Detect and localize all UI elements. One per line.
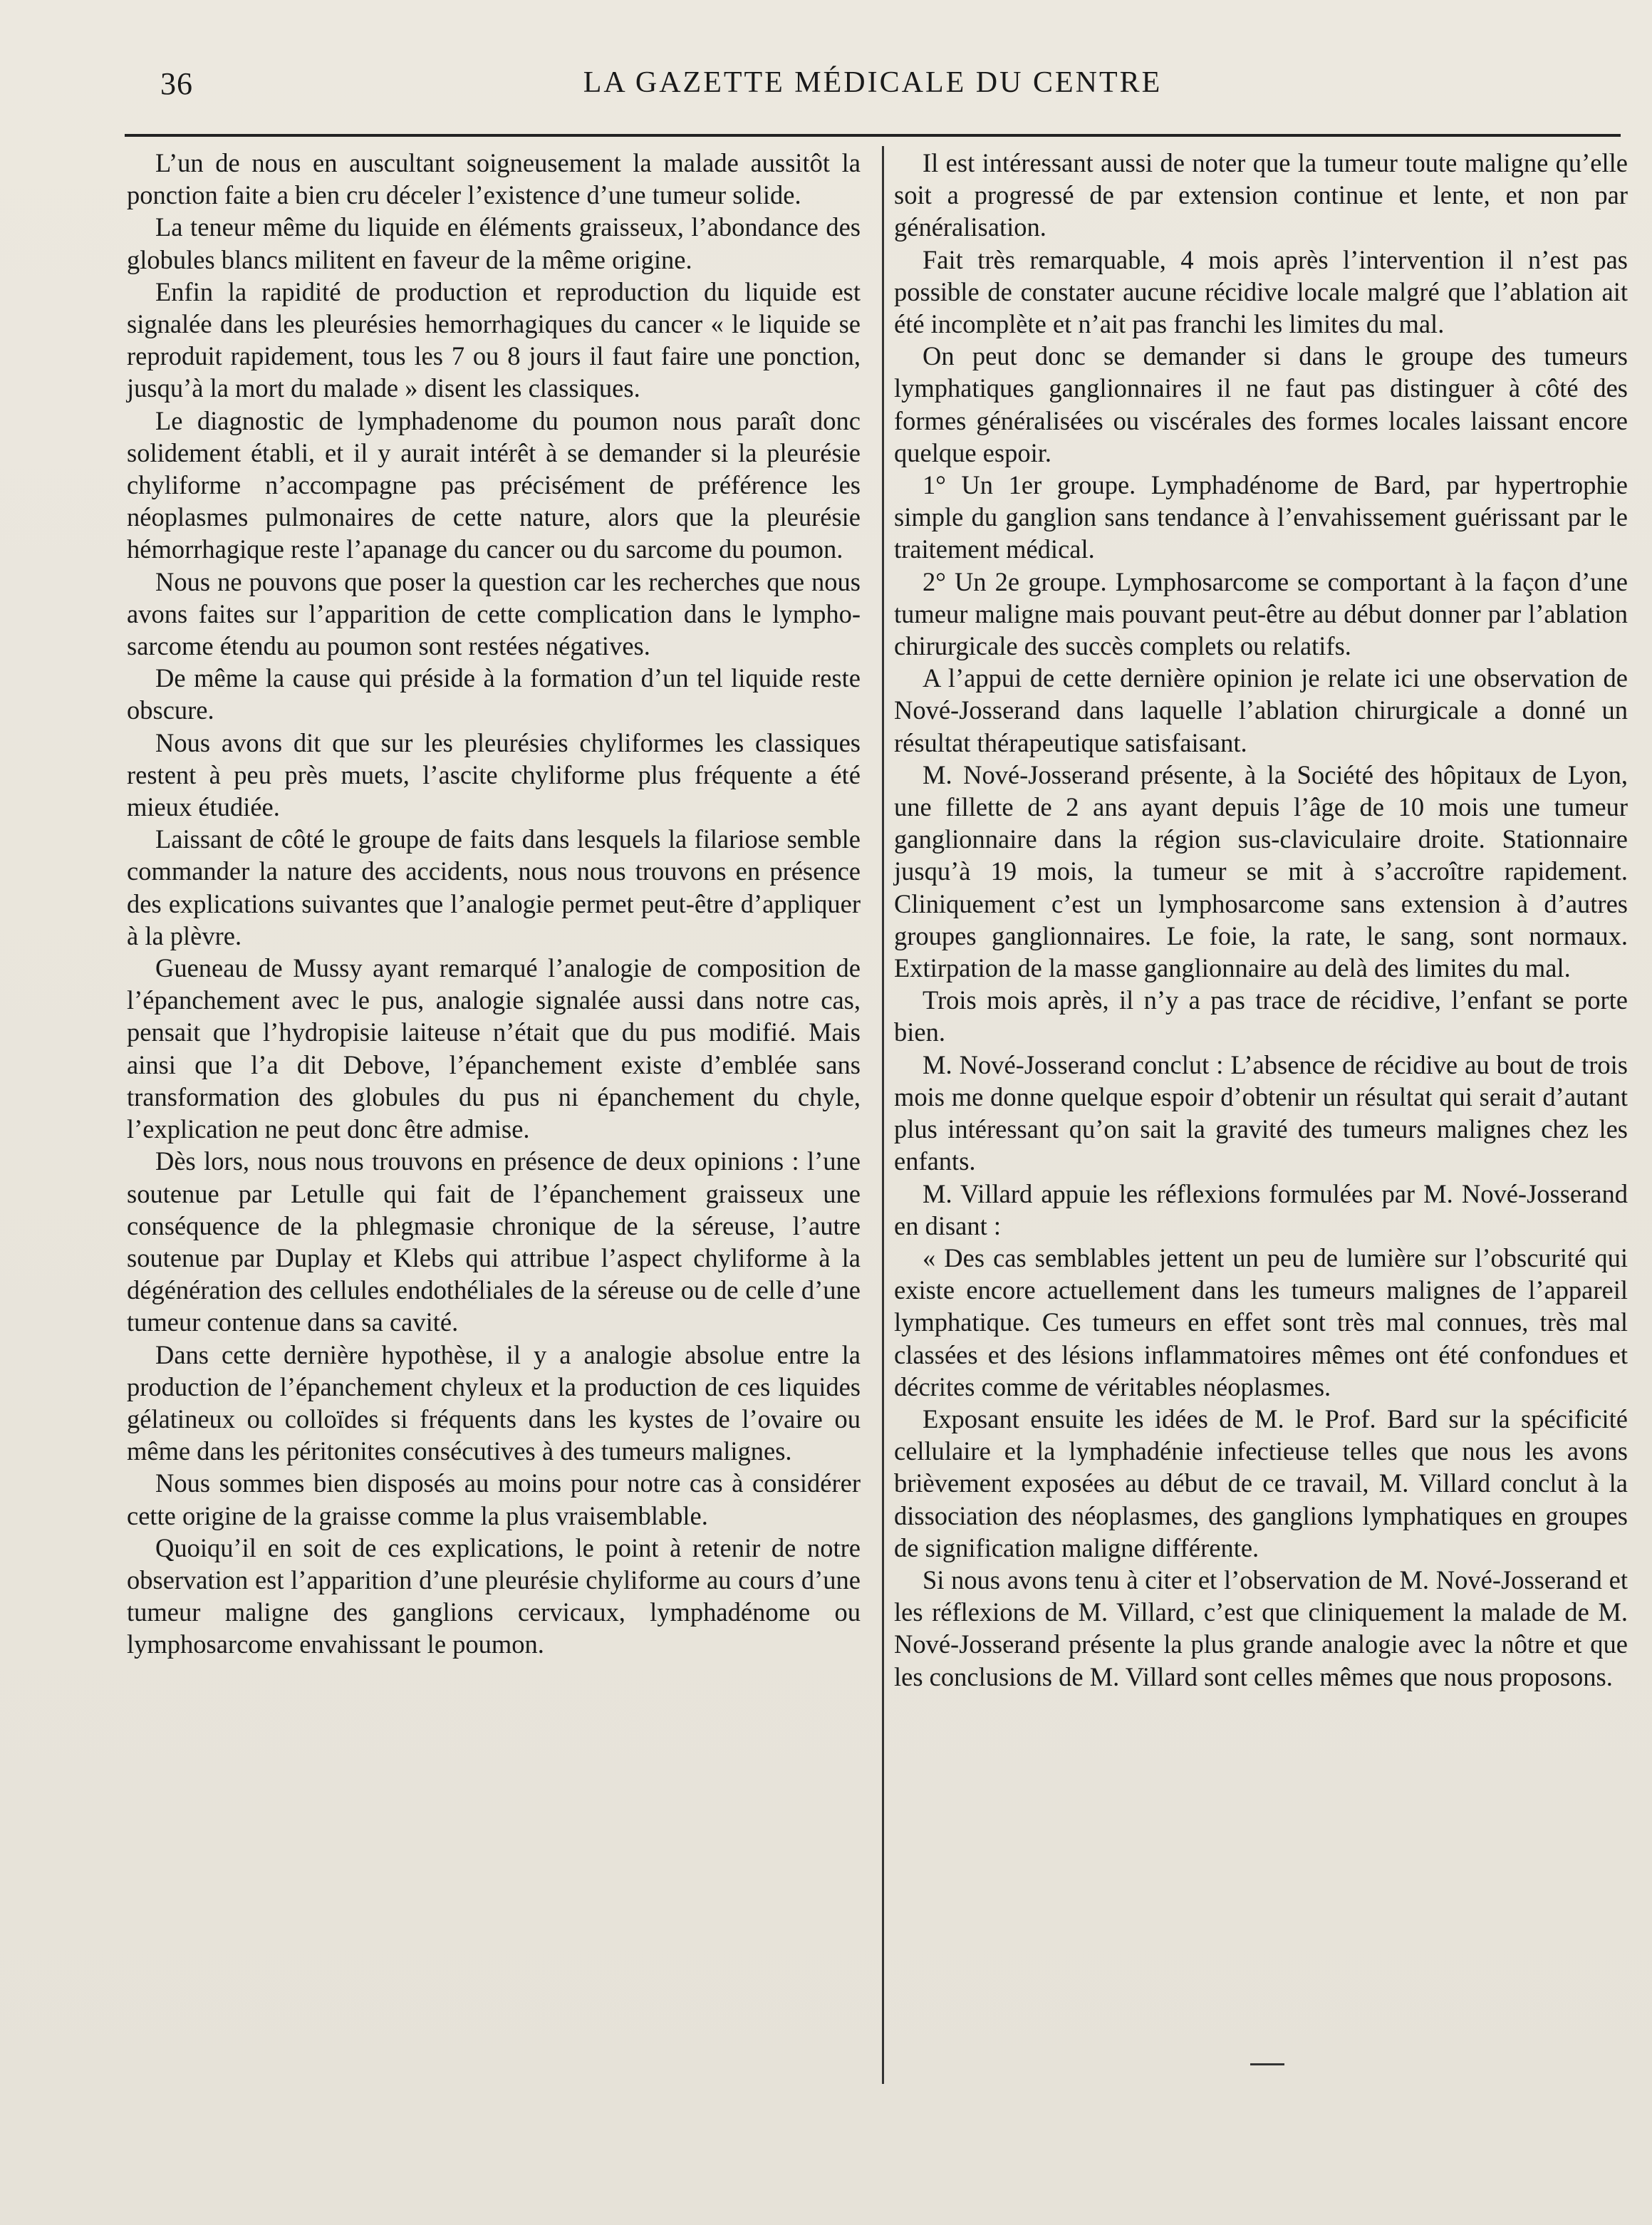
paragraph: Quoiqu’il en soit de ces explications, le point à retenir de notre observation est l’apparition d’une pleurésie chyliforme au cours d’une tumeur maligne des ganglions cervicaux, lymphadénome ou lymphosarcome envahissant le poumon.	[127, 1532, 861, 1659]
paragraph: Si nous avons tenu à citer et l’observation de M. Nové-Josserand et les réflexions de M. Villard, c’est que cliniquement la malade de M. Nové-Josserand présente la plus grande analogie avec la nôtre et que les conclusions de M. Villard sont celles mêmes que nous proposons.	[894, 1565, 1628, 1691]
article-end-dash	[1250, 2063, 1284, 2065]
paragraph: La teneur même du liquide en éléments graisseux, l’abondance des globules blancs militent en faveur de la même origine.	[127, 212, 861, 274]
paragraph: « Des cas semblables jettent un peu de lumière sur l’obscurité qui existe encore actuellement dans les tumeurs malignes de l’appareil lymphatique. Ces tumeurs en effet sont très mal connues, très mal classées et des lésions inflammatoires mêmes ont été confondues et décrites comme de véritables néoplasmes.	[894, 1243, 1628, 1401]
paragraph: M. Nové-Josserand présente, à la Société des hôpitaux de Lyon, une fillette de 2 ans ayant depuis l’âge de 10 mois une tumeur ganglionnaire dans la région sus-claviculaire droite. Stationnaire jusqu’à 19 mois, la tumeur se mit à s’accroître rapidement. Cliniquement c’est un lymphosarcome sans extension à d’autres groupes ganglionnaires. Le foie, la rate, le sang, sont normaux. Extirpation de la masse ganglionnaire au delà des limites du mal.	[894, 759, 1628, 983]
paragraph: 1° Un 1er groupe. Lymphadénome de Bard, par hypertrophie simple du ganglion sans tendance à l’envahissement guérissant par le traitement médical.	[894, 470, 1628, 564]
page-header	[125, 66, 1621, 108]
paragraph: Enfin la rapidité de production et reproduction du liquide est signalée dans les pleurésies hemorrhagiques du cancer « le liquide se reproduit rapidement, tous les 7 ou 8 jours il faut faire une ponction, jusqu’à la mort du malade » disent les classiques.	[127, 276, 861, 403]
paragraph: Dans cette dernière hypothèse, il y a analogie absolue entre la production de l’épanchement chyleux et la production de ces liquides gélatineux ou colloïdes si fréquents dans les kystes de l’ovaire ou même dans les péritonites consécutives à des tumeurs malignes.	[127, 1339, 861, 1466]
paragraph: A l’appui de cette dernière opinion je relate ici une observation de Nové-Josserand dans laquelle l’ablation chirurgicale a donné un résultat thérapeutique satisfaisant.	[894, 663, 1628, 757]
paragraph: L’un de nous en auscultant soigneusement la malade aussitôt la ponction faite a bien cru déceler l’existence d’une tumeur solide.	[127, 148, 861, 210]
column-divider	[882, 146, 884, 2084]
paragraph: 2° Un 2e groupe. Lymphosarcome se comportant à la façon d’une tumeur maligne mais pouvant peut-être au début donner par l’ablation chirurgicale des succès complets ou relatifs.	[894, 566, 1628, 661]
paragraph: Fait très remarquable, 4 mois après l’intervention il n’est pas possible de constater aucune récidive locale malgré que l’ablation ait été incomplète et n’ait pas franchi les limites du mal.	[894, 244, 1628, 339]
paragraph: Gueneau de Mussy ayant remarqué l’analogie de composition de l’épanchement avec le pus, analogie signalée aussi dans notre cas, pensait que l’hydropisie laiteuse n’était que du pus modifié. Mais ainsi que l’a dit Debove, l’épanchement existe d’emblée sans transformation des globules du pus ni épanchement du chyle, l’explication ne peut donc être admise.	[127, 953, 861, 1144]
paragraph: Nous ne pouvons que poser la question car les recherches que nous avons faites sur l’apparition de cette complication dans le lympho-sarcome étendu au poumon sont restées négatives.	[127, 566, 861, 661]
left-column	[127, 147, 861, 1661]
right-column	[894, 147, 1628, 1693]
paragraph: Exposant ensuite les idées de M. le Prof. Bard sur la spécificité cellulaire et la lymphadénie infectieuse telles que nous les avons brièvement exposées au début de ce travail, M. Villard conclut à la dissociation des néoplasmes, des ganglions lymphatiques en groupes de signification maligne différente.	[894, 1404, 1628, 1562]
header-rule	[125, 134, 1621, 137]
paragraph: De même la cause qui préside à la formation d’un tel liquide reste obscure.	[127, 663, 861, 725]
paragraph: On peut donc se demander si dans le groupe des tumeurs lymphatiques ganglionnaires il ne faut pas distinguer à côté des formes généralisées ou viscérales des formes locales laissant encore quelque espoir.	[894, 341, 1628, 467]
paragraph: Laissant de côté le groupe de faits dans lesquels la filariose semble commander la nature des accidents, nous nous trouvons en présence des explications suivantes que l’analogie permet peut-être d’appliquer à la plèvre.	[127, 824, 861, 950]
page-number: 36	[160, 66, 193, 101]
paragraph: Il est intéressant aussi de noter que la tumeur toute maligne qu’elle soit a progressé de par extension continue et lente, et non par généralisation.	[894, 148, 1628, 242]
running-title: LA GAZETTE MÉDICALE DU CENTRE	[583, 66, 1163, 99]
paragraph: M. Villard appuie les réflexions formulées par M. Nové-Josserand en disant :	[894, 1178, 1628, 1240]
paragraph: Nous sommes bien disposés au moins pour notre cas à considérer cette origine de la graisse comme la plus vraisemblable.	[127, 1468, 861, 1530]
paragraph: Le diagnostic de lymphadenome du poumon nous paraît donc solidement établi, et il y aurait intérêt à se demander si la pleurésie chyliforme n’accompagne pas précisément de préférence les néoplasmes pulmonaires de cette nature, alors que la pleurésie hémorrhagique reste l’apanage du cancer ou du sarcome du poumon.	[127, 405, 861, 564]
paragraph: Dès lors, nous nous trouvons en présence de deux opinions : l’une soutenue par Letulle qui fait de l’épanchement graisseux une conséquence de la phlegmasie chronique de la séreuse, l’autre soutenue par Duplay et Klebs qui attribue l’aspect chyliforme à la dégénération des cellules endothéliales de la séreuse ou de celle d’une tumeur contenue dans sa cavité.	[127, 1146, 861, 1337]
paragraph: Nous avons dit que sur les pleurésies chyliformes les classiques restent à peu près muets, l’ascite chyliforme plus fréquente a été mieux étudiée.	[127, 727, 861, 822]
paragraph: Trois mois après, il n’y a pas trace de récidive, l’enfant se porte bien.	[894, 985, 1628, 1047]
paragraph: M. Nové-Josserand conclut : L’absence de récidive au bout de trois mois me donne quelque espoir d’obtenir un résultat qui serait d’autant plus intéressant qu’on sait la gravité des tumeurs malignes chez les enfants.	[894, 1049, 1628, 1176]
